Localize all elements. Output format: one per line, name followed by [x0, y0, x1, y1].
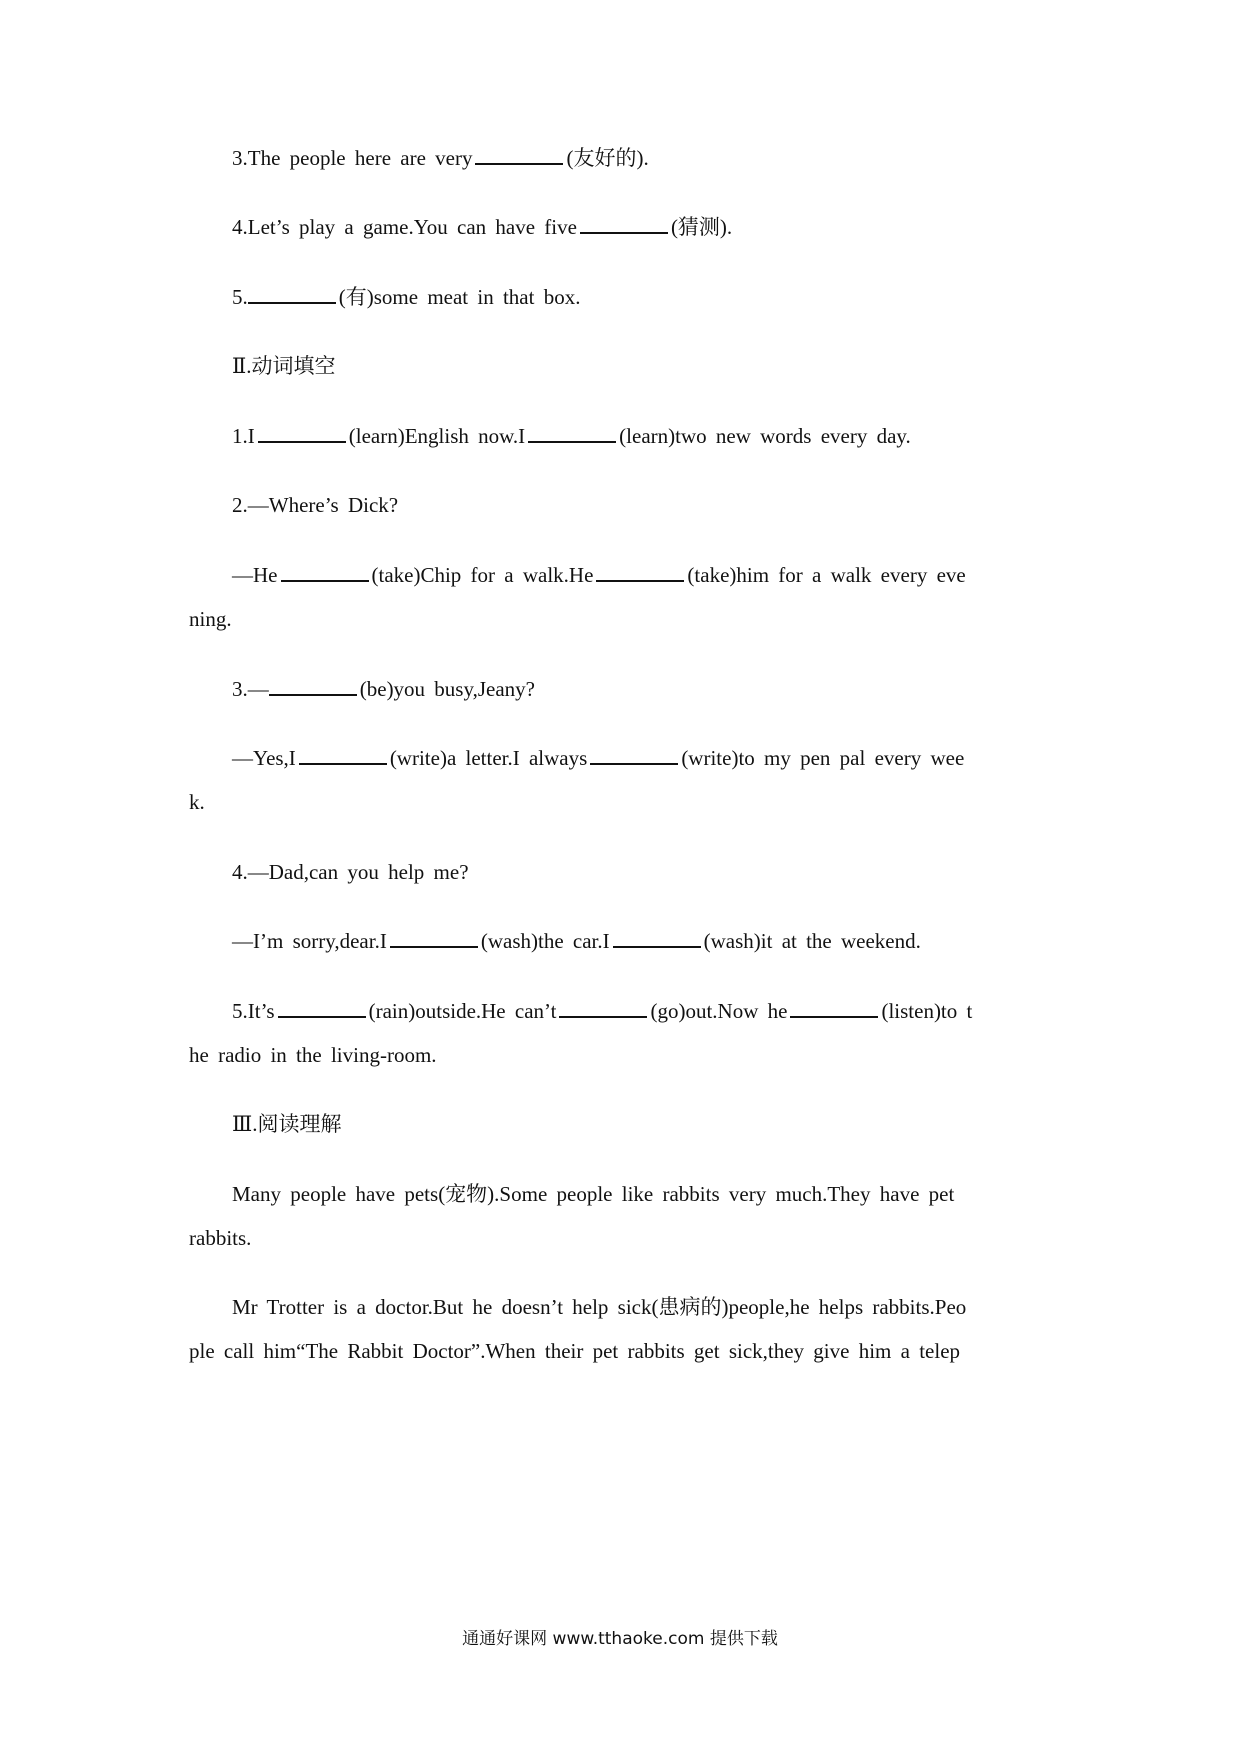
answer-blank	[559, 998, 647, 1018]
answer-blank	[580, 214, 668, 234]
section2-question-3-continuation: k.	[189, 790, 205, 814]
question-text: (友好的).	[566, 146, 649, 170]
answer-blank	[390, 928, 478, 948]
part1-question-3	[232, 144, 649, 172]
question-text: (be)you busy,Jeany?	[359, 677, 536, 701]
page-footer: 通通好课网 www.tthaoke.com 提供下载	[462, 1629, 778, 1649]
question-text: 4.Let’s play a game.You can have five	[232, 215, 577, 239]
answer-blank	[269, 676, 357, 696]
question-text: —Yes,I	[232, 746, 296, 770]
reading-paragraph-2-line-2: ple call him“The Rabbit Doctor”.When their pet rabbits get sick,they give him a telep	[189, 1339, 961, 1363]
question-text: —I’m sorry,dear.I	[232, 929, 387, 953]
question-text: (write)to my pen pal every wee	[681, 746, 965, 770]
question-text: 3.—	[232, 677, 269, 701]
section2-question-3-answer	[232, 744, 964, 772]
section2-question-4-prompt: 4.—Dad,can you help me?	[232, 860, 469, 884]
question-text: (wash)the car.I	[480, 929, 610, 953]
answer-blank	[596, 562, 684, 582]
question-text: 3.The people here are very	[232, 146, 473, 170]
part1-question-4	[232, 213, 732, 241]
answer-blank	[528, 423, 616, 443]
section2-question-4-answer	[232, 927, 921, 955]
answer-blank	[790, 998, 878, 1018]
question-text: 5.	[232, 285, 248, 309]
question-text: (rain)outside.He can’t	[368, 999, 557, 1023]
answer-blank	[278, 998, 366, 1018]
reading-paragraph-2-line-1: Mr Trotter is a doctor.But he doesn’t help sick(患病的)people,he helps rabbits.Peo	[232, 1295, 967, 1319]
section2-question-2-prompt: 2.—Where’s Dick?	[232, 493, 399, 517]
question-text: (listen)to t	[881, 999, 973, 1023]
answer-blank	[475, 145, 563, 165]
section2-question-2-answer	[232, 561, 966, 589]
section2-question-3-prompt	[232, 675, 535, 703]
section-2-heading: Ⅱ.动词填空	[232, 354, 336, 378]
question-text: (take)Chip for a walk.He	[371, 563, 594, 587]
answer-blank	[281, 562, 369, 582]
section-3-heading: Ⅲ.阅读理解	[232, 1112, 342, 1136]
question-text: 1.I	[232, 424, 255, 448]
question-text: (go)out.Now he	[650, 999, 788, 1023]
section2-question-5	[232, 997, 972, 1025]
question-text: (learn)two new words every day.	[619, 424, 911, 448]
question-text: (有)some meat in that box.	[338, 285, 581, 309]
question-text: (learn)English now.I	[348, 424, 526, 448]
question-text: (write)a letter.I always	[389, 746, 588, 770]
answer-blank	[248, 284, 336, 304]
question-text: —He	[232, 563, 278, 587]
section2-question-1	[232, 422, 911, 450]
section2-question-5-continuation: he radio in the living-room.	[189, 1043, 437, 1067]
question-text: 5.It’s	[232, 999, 275, 1023]
part1-question-5	[232, 283, 580, 311]
answer-blank	[613, 928, 701, 948]
question-text: (take)him for a walk every eve	[687, 563, 966, 587]
answer-blank	[590, 745, 678, 765]
answer-blank	[258, 423, 346, 443]
section2-question-2-continuation: ning.	[189, 607, 232, 631]
answer-blank	[299, 745, 387, 765]
reading-paragraph-1-line-1: Many people have pets(宠物).Some people like rabbits very much.They have pet	[232, 1182, 955, 1206]
question-text: (wash)it at the weekend.	[703, 929, 921, 953]
reading-paragraph-1-line-2: rabbits.	[189, 1226, 252, 1250]
question-text: (猜测).	[670, 215, 733, 239]
